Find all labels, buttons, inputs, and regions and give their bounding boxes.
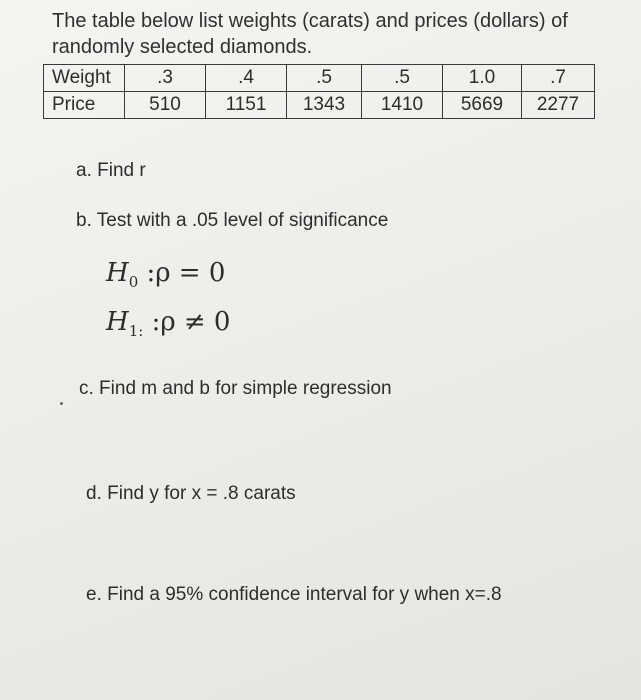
price-cell: 5669 — [443, 92, 522, 119]
problem-intro — [52, 8, 632, 60]
weight-cell: .7 — [522, 65, 595, 92]
stray-mark — [60, 402, 63, 405]
question-d: d. Find y for x = .8 carats — [86, 483, 296, 504]
price-cell: 510 — [125, 92, 206, 119]
diamond-data-table — [43, 64, 595, 119]
intro-line-1: The table below list weights (carats) and prices (dollars) of — [52, 10, 568, 32]
price-cell: 2277 — [522, 92, 595, 119]
price-label: Price — [44, 92, 125, 119]
price-row — [44, 92, 595, 119]
alternative-hypothesis — [106, 307, 230, 340]
weight-cell: 1.0 — [443, 65, 522, 92]
weight-label: Weight — [44, 65, 125, 92]
h0-letter: H — [106, 258, 129, 288]
weight-cell: .5 — [362, 65, 443, 92]
intro-line-2: randomly selected diamonds. — [52, 36, 313, 58]
h0-statement: :ρ = 0 — [146, 258, 226, 288]
question-a: a. Find r — [76, 160, 146, 181]
h0-subscript: 0 — [128, 273, 139, 291]
question-b: b. Test with a .05 level of significance — [76, 210, 389, 231]
weight-cell: .4 — [206, 65, 287, 92]
price-cell: 1343 — [287, 92, 362, 119]
weight-cell: .3 — [125, 65, 206, 92]
price-cell: 1410 — [362, 92, 443, 119]
question-c: c. Find m and b for simple regression — [79, 378, 392, 399]
null-hypothesis — [106, 258, 225, 291]
price-cell: 1151 — [206, 92, 287, 119]
h1-letter: H — [106, 307, 129, 337]
weight-row — [44, 65, 595, 92]
h1-subscript: 1: — [128, 322, 144, 340]
weight-cell: .5 — [287, 65, 362, 92]
h1-statement: :ρ ≠ 0 — [151, 307, 231, 337]
question-e: e. Find a 95% confidence interval for y when x=.8 — [86, 584, 502, 605]
